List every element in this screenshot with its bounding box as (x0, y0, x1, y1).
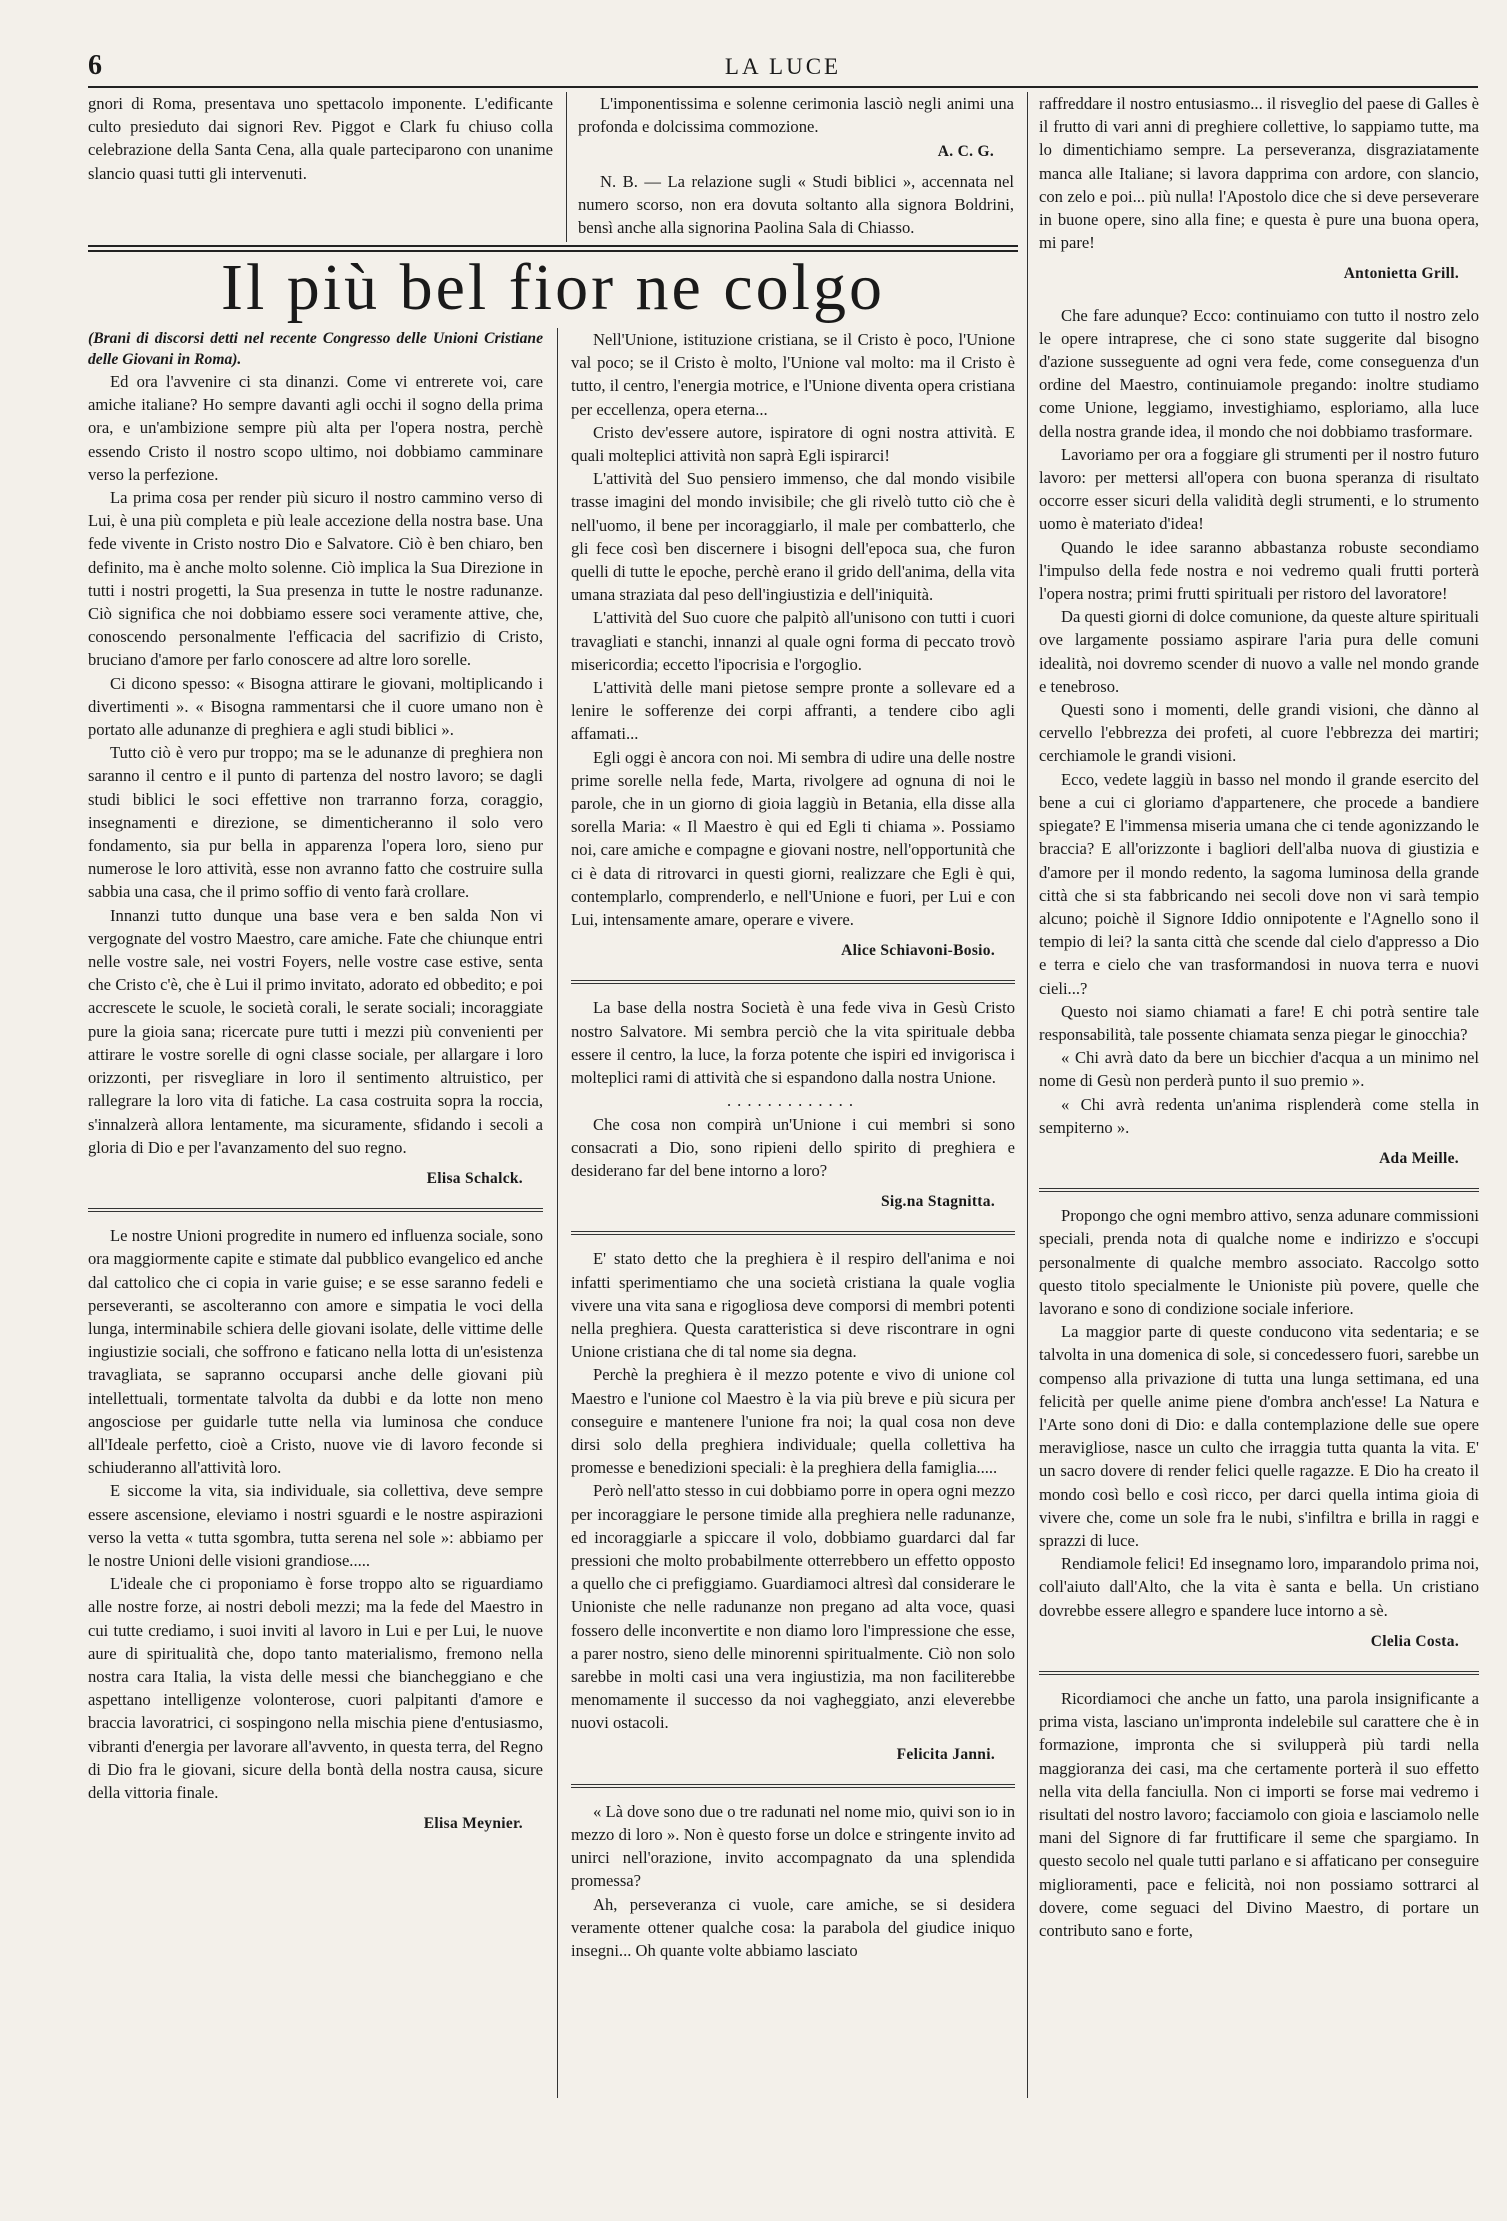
paragraph: Innanzi tutto dunque una base vera e ben salda Non vi vergognate del vostro Maestro, care amiche. Fate che chiunque entri nelle vostre sale, nei vostri Foyers, nelle vostre case estive, senta che Cristo c'è, che è Lui il primo invitato, adorato ed obbedito; e poi accrescete le scuole, le società corali, le serate sociali; incoraggiate pure la gioia sana; ricercate pure tutti i mezzi più convenienti per attirare le vostre sorelle di ogni classe sociale, per allargare i loro orizzonti, per risvegliare in loro il sentimento altruistico, per rallegrare la loro vita di fatiche. La casa costruita sopra la roccia, s'innalzerà allora lentamente, ma sicuramente, sfidando i secoli a gloria di Dio e per l'avanzamento del suo regno. (88, 905, 543, 1157)
article-title: Il più bel fior ne colgo (220, 251, 885, 324)
paragraph: L'attività delle mani pietose sempre pronte a sollevare ed a lenire le sofferenze dei corpi affranti, a tendere cibo agli affamati... (571, 678, 1015, 744)
paragraph: Però nell'atto stesso in cui dobbiamo porre in opera ogni mezzo per incoraggiare le persone timide alla preghiera nelle radunanze, ed incoraggiarle a spiccare il volo, dobbiamo guardarci dal far pressioni che molto probabilmente otterrebbero un effetto opposto a quello che ci prefiggiamo. Guardiamoci altresì dal considerare le Unioniste che nelle radunanze non pregano ad alta voce, quasi fossero delle inconvertite e non diamo loro l'impressione che esse, a parer nostro, sieno delle minorenni spiritualmente. Ciò non solo sarebbe in molti casi una vera ingiustizia, ma non faciliterebbe menomamente il successo da noi vagheggiato, anzi eleverebbe nuovi ostacoli. (571, 1481, 1015, 1733)
paragraph: La maggior parte di queste conducono vita sedentaria; e se talvolta in una domenica di sole, si concedessero fuori, sarebbe un compenso alla privazione di tutta una lunga settimana, ed una felicità per quelle anime piene d'ombra anch'esse! La Natura e l'Arte sono doni di Dio: e dalla contemplazione delle sue opere meravigliose, nasce un culto che irraggia tutta quanta la vita. E' un sacro dovere di render felici quelle ragazze. E Dio ha creato il mondo così bello e così ricco, per darci quella intima gioia di vivere che, come un sole fra le nubi, s'infiltra e brilla in raggi e sprazzi di luce. (1039, 1322, 1479, 1550)
section-separator (571, 1231, 1015, 1235)
paragraph: Che fare adunque? Ecco: continuiamo con tutto il nostro zelo le opere intraprese, che ci sono state suggerite dal bisogno d'azione susseguente ad ogni vera fede, come conseguenza d'un ordine del Maestro, continuiamole pregando: inoltre studiamo come Unione, leggiamo, investighiamo, esploriamo, alla luce della nostra grande idea, il mondo che noi dobbiamo trasformare. (1039, 305, 1479, 441)
paragraph: L'ideale che ci proponiamo è forse troppo alto se riguardiamo alle nostre forze, ai nostri deboli mezzi; ma la fede del Maestro in cui tutte crediamo, i suoi inviti al lavoro in Lui e per Lui, le nuove aure di spiritualità che, dopo tanto materialismo, fremono nella nostra cara Italia, la vista delle messi che biancheggiano e che aspettano intelligenze volonterose, cuori palpitanti d'amore e braccia lavoratrici, ci sospingono nella mischia piene d'entusiasmo, vibranti d'energia per lavorare all'avvento, in questa terra, del Regno di Dio fra le giovani, sicure della bontà della nostra causa, sicure della vittoria finale. (88, 1574, 543, 1802)
signature: Clelia Costa. (1370, 1632, 1459, 1650)
section-separator (1039, 1671, 1479, 1675)
paragraph: Lavoriamo per ora a foggiare gli strumenti per il nostro futuro lavoro: per mettersi all'opera con buona speranza di risultato occorre esser sicuri della validità degli strumenti, e lo strumento uomo è materiato d'idea! (1039, 444, 1479, 534)
paragraph: L'imponentissima e solenne cerimonia lasciò negli animi una profonda e dolcissima commozione. (578, 94, 1014, 137)
section-separator (571, 1784, 1015, 1788)
section-rule (88, 245, 1018, 247)
paragraph: Da questi giorni di dolce comunione, da queste alture spirituali ove largamente possiamo aspirare l'aria pura delle comuni idealità, noi dovremo scender di nuovo a valle nel mondo grande e tenebroso. (1039, 607, 1479, 696)
paragraph: Questo noi siamo chiamati a fare! E chi potrà sentire tale responsabilità, tale possente chiamata senza piegar le ginocchia? (1039, 1001, 1479, 1044)
paragraph: Ed ora l'avvenire ci sta dinanzi. Come vi entrerete voi, care amiche italiane? Ho sempre davanti agli occhi il sogno della prima ora, e un'ambizione sempre più alta per l'opera nostra, perchè essendo Cristo il nostro scopo ultimo, noi dobbiamo camminare verso la perfezione. (88, 372, 543, 484)
paragraph: Tutto ciò è vero pur troppo; ma se le adunanze di preghiera non saranno il centro e il punto di partenza del nostro lavoro; se dagli studi biblici le soci effettive non trarranno forza, coraggio, insegnamenti e direzione, se dimenticheranno il solo vero fondamento, sia pur bella in apparenza l'opera loro, sieno pur numerose le loro attività, esse non avranno fatto che costruire sulla sabbia una casa, che il primo soffio di vento farà crollare. (88, 743, 543, 902)
signature: A. C. G. (937, 143, 994, 161)
note-paragraph: N. B. — La relazione sugli « Studi biblici », accennata nel numero scorso, non era dovuta soltanto alla signora Boldrini, bensì anche alla signorina Paolina Sala di Chiasso. (578, 171, 1014, 238)
paragraph: Ricordiamoci che anche un fatto, una parola insignificante a prima vista, lasciano un'impronta indelebile sul carattere che è in formazione, impronta che si svilupperà più tardi nella maggioranza dei casi, ma che certamente porterà il suo effetto nella vita della fanciulla. Non ci importi se forse mai vedremo i risultati del nostro lavoro; facciamolo con gioia e lasciamolo nelle mani del Signore di far fruttificare il seme che spargiamo. In questo secolo nel quale tutti parlano e si affaticano per conseguire miglioramenti, pace e felicità, noi non possiamo sottrarci al dovere, come seguaci del Divino Maestro, di portare un contributo sano e forte, (1039, 1689, 1479, 1941)
paragraph: Cristo dev'essere autore, ispiratore di ogni nostra attività. E quali molteplici attività non saprà Egli ispirarci! (571, 422, 1015, 466)
paragraph: La prima cosa per render più sicuro il nostro cammino verso di Lui, è una più completa e più leale accezione della nostra base. Una fede vivente in Cristo nostro Dio e Salvatore. Ciò è ben chiaro, ben definito, ma è anche molto solenne. Ciò implica la Sua Direzione in tutti i nostri progetti, la Sua presenza in tutte le nostre radunanze. Ciò significa che noi dobbiamo essere soci veramente attive, che, conoscendo personalmente l'efficacia del sacrifizio di Cristo, bruciano d'amore per farlo conoscere ad altre loro sorelle. (88, 488, 543, 670)
article-column-2 (571, 328, 1015, 2098)
paragraph: Le nostre Unioni progredite in numero ed influenza sociale, sono ora maggiormente capite e stimate dal pubblico evangelico ed anche dal cattolico che ci copia in varie guise; e se esse saranno fedeli e perseveranti, se ascolteranno con amore e simpatia le voci della lunga, interminabile schiera delle giovani isolate, delle vittime delle ingiustizie sociali, che soffrono e faticano nella lotta di un'esistenza travagliata, se sapranno occuparsi anche delle giovani più intellettuali, tormentate talvolta da dubbi e da lotte non meno angosciose per guidarle tutte nella via luminosa che conduce all'Ideale perfetto, cioè a Cristo, nuove vie di lavoro feconde si schiuderanno all'attività loro. (88, 1226, 543, 1478)
page-number: 6 (88, 50, 102, 81)
column-divider (566, 92, 567, 242)
article-column-1 (88, 328, 543, 2088)
signature: Alice Schiavoni-Bosio. (841, 942, 995, 960)
paragraph: Rendiamole felici! Ed insegnamo loro, imparandolo prima noi, coll'aiuto dall'Alto, che la vita è santa e bella. Un cristiano dovrebbe essere allegro e spandere luce intorno a sè. (1039, 1554, 1479, 1620)
paragraph: E' stato detto che la preghiera è il respiro dell'anima e noi infatti sperimentiamo che una società cristiana la quale voglia vivere una vita sana e rigogliosa deve comporsi di membri potenti nella preghiera. Questa caratteristica si deve riscontrare in ogni Unione cristiana che di tal nome sia degna. (571, 1249, 1015, 1362)
signature: Sig.na Stagnitta. (880, 1193, 995, 1211)
paragraph: gnori di Roma, presentava uno spettacolo imponente. L'edificante culto presieduto dai signori Rev. Piggot e Clark fu chiuso colla celebrazione della Santa Cena, alla quale parteciparono con unanime slancio quasi tutti gli intervenuti. (88, 94, 553, 183)
signature: Elisa Meynier. (423, 1815, 523, 1833)
paragraph: « Là dove sono due o tre radunati nel nome mio, quivi son io in mezzo di loro ». Non è questo forse un dolce e stringente invito ad unirci nell'orazione, invito accompagnato da una splendida promessa? (571, 1801, 1015, 1891)
paragraph: Egli oggi è ancora con noi. Mi sembra di udire una delle nostre prime sorelle nella fede, Marta, rivolgere ad ognuna di noi le parole, che in un giorno di gioia laggiù in Betania, ella disse alla sorella Maria: « Il Maestro è qui ed Egli ti chiama ». Possiamo noi, care amiche e compagne e giovani nostre, nell'opportunità che ci è data di ritrovarci in questi giorni, realizzare che Egli è qui, contemplarlo, comprenderlo, e nell'Unione e fuori, per Lui e con Lui, intensamente amare, operare e vivere. (571, 747, 1015, 930)
paragraph: Ecco, vedete laggiù in basso nel mondo il grande esercito del bene a cui ci gloriamo d'appartenere, che procede a bandiere spiegate? E l'immensa miseria umana che ci tende agonizzando le braccia? E all'orizzonte i bagliori dell'alba nuova di giustizia e d'amore per il mondo redento, la sagoma luminosa della grande città che si sta fabbricando nei secoli dove non vi sarà tempio alcuno; poichè il Signore Iddio onnipotente e l'Agnello sono il tempio di lei? la santa città che scende dal cielo d'appresso a Dio e terra e cielo che van trasformandosi in nuova terra e nuovi cieli...? (1039, 769, 1479, 998)
paragraph: Questi sono i momenti, delle grandi visioni, che dànno al cervello l'ebbrezza dei profeti, al cuore l'ebbrezza dei martiri; cerchiamole le grandi visioni. (1039, 700, 1479, 766)
paragraph: Perchè la preghiera è il mezzo potente e vivo di unione col Maestro e l'unione col Maestro è la via più breve e più sicura per conseguire e mantenere l'unione fra noi; la qual cosa non deve dirsi solo della preghiera individuale; quella collettiva ha promesse e benedizioni speciali: è la preghiera della famiglia..... (571, 1365, 1015, 1478)
paragraph: Che cosa non compirà un'Unione i cui membri si sono consacrati a Dio, sono ripieni dello spirito di preghiera e desiderano far del bene intorno a loro? (571, 1114, 1015, 1180)
article-subtitle: (Brani di discorsi detti nel recente Congresso delle Unioni Cristiane delle Giovani in Roma). (88, 330, 543, 368)
signature: Elisa Schalck. (426, 1169, 523, 1187)
paragraph: La base della nostra Società è una fede viva in Gesù Cristo nostro Salvatore. Mi sembra perciò che la vita spirituale debba essere il centro, la luce, la forza potente che ispiri ed invigorisca i molteplici rami di attività che si espandono dalla nostra Unione. (571, 998, 1015, 1088)
signature: Ada Meille. (1379, 1149, 1459, 1167)
paragraph: E siccome la vita, sia individuale, sia collettiva, deve sempre essere ascensione, eleviamo i nostri sguardi e le nostre aspirazioni verso la vetta « tutta sgombra, tutta serena nel sole »: abbiamo per le nostre Unioni delle visioni grandiose..... (88, 1481, 543, 1570)
signature: Antonietta Grill. (1343, 265, 1459, 283)
paragraph: Ah, perseveranza ci vuole, care amiche, se si desidera veramente ottener qualche cosa: la parabola del giudice iniquo insegni... Oh quante volte abbiamo lasciato (571, 1894, 1015, 1960)
paragraph: « Chi avrà redenta un'anima risplenderà come stella in sempiterno ». (1039, 1094, 1479, 1137)
signature: Felicita Janni. (896, 1745, 995, 1763)
ellipsis-separator: ............. (727, 1091, 859, 1111)
paragraph: L'attività del Suo cuore che palpitò all'unisono con tutti i cuori travagliati e stanchi, innanzi al quale ogni forma di peccato trovò misericordia; eccetto l'ipocrisia e l'orgoglio. (571, 608, 1015, 674)
paragraph: raffreddare il nostro entusiasmo... il risveglio del paese di Galles è il frutto di vari anni di preghiere collettive, lo sappiamo tutte, ma lo dimentichiamo sempre. La perseveranza, disgraziatamente manca alle Italiane; si lavora dapprima con ardore, con slancio, con zelo e poi... più nulla! l'Apostolo dice che si deve perseverare in buone opere, sino alla fine; e questa è pure una buona opera, mi pare! (1039, 94, 1479, 253)
page-header (88, 50, 1478, 84)
top-column-1 (88, 92, 553, 240)
section-separator (88, 1208, 543, 1212)
paragraph: « Chi avrà dato da bere un bicchier d'acqua a un minimo nel nome di Gesù non perderà punto il suo premio ». (1039, 1048, 1479, 1091)
journal-title: LA LUCE (724, 54, 842, 79)
paragraph: Propongo che ogni membro attivo, senza adunare commissioni speciali, prenda nota di qualche nome e indirizzo e s'occupi personalmente di qualche membro associato. Raccolgo sotto questo titolo specialmente le Unioniste più povere, quelle che lavorano e sono di condizione sociale inferiore. (1039, 1206, 1479, 1318)
column-divider (557, 328, 558, 2098)
paragraph: L'attività del Suo pensiero immenso, che dal mondo visibile trasse imagini del mondo invisibile; che gli rivelò tutto ciò che è nell'uomo, il bene per incoraggiarlo, il male per combatterlo, che gli fece così ben discernere i bisogni dell'epoca sua, che furon quelli di tutte le epoche, perchè erano il grido dell'anima, della vita umana straziata dal peso dell'ingiustizia e dell'iniquità. (571, 469, 1015, 605)
paragraph: Quando le idee saranno abbastanza robuste secondiamo l'impulso della fede nostra e noi vedremo quali frutti porterà l'opera nostra; primi frutti spirituali per ristoro del lavoratore! (1039, 537, 1479, 604)
paragraph: Ci dicono spesso: « Bisogna attirare le giovani, moltiplicando i divertimenti ». « Bisogna rammentarsi che il cuore umano non è portato alle adunanze di preghiera e agli studi biblici ». (88, 673, 543, 740)
article-column-3 (1039, 92, 1479, 2098)
section-separator (1039, 1188, 1479, 1192)
paragraph: Nell'Unione, istituzione cristiana, se il Cristo è poco, l'Unione val poco; se il Cristo è molto, l'Unione val molto: ma il Cristo è tutto, il centro, l'energia motrice, e l'Unione diventa opera cristiana per eccellenza, opera eterna... (571, 330, 1015, 419)
top-column-2 (578, 92, 1014, 240)
section-separator (571, 980, 1015, 984)
column-divider (1027, 92, 1028, 2098)
header-rule (88, 86, 1478, 88)
